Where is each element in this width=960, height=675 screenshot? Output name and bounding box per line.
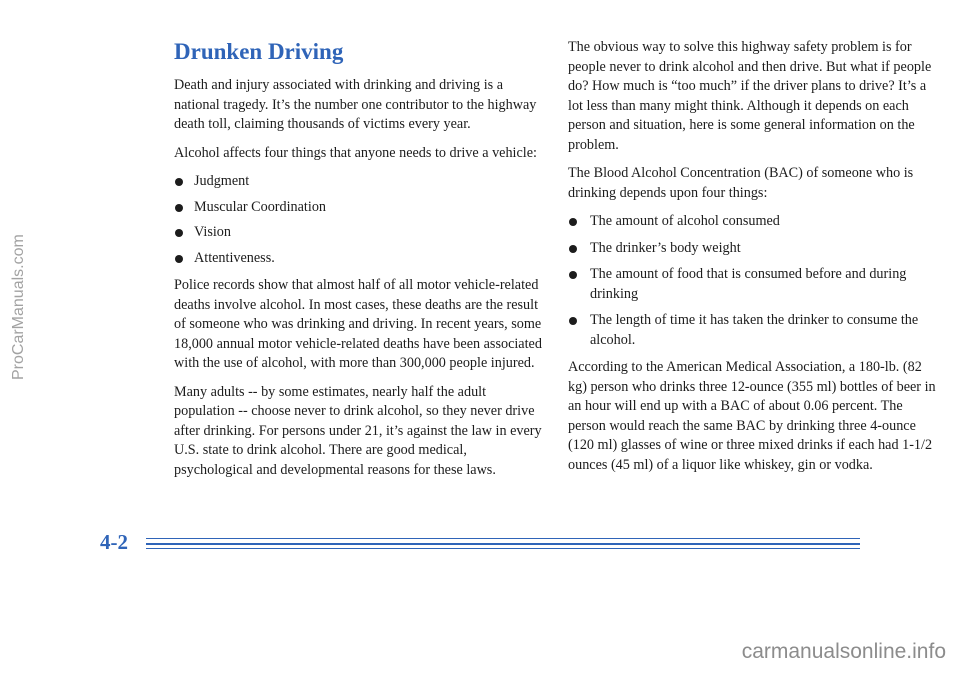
bullet-icon bbox=[569, 317, 577, 325]
bullet-icon bbox=[175, 255, 183, 263]
bac-paragraph: The Blood Alcohol Concentration (BAC) of someone who is drinking depends upon four things: bbox=[568, 165, 914, 201]
bullet-icon bbox=[175, 178, 183, 186]
footer-rule bbox=[146, 548, 860, 549]
list-item: The drinker’s body weight bbox=[568, 239, 940, 259]
footer-rule bbox=[146, 543, 860, 545]
page-footer bbox=[100, 530, 860, 560]
bac-factors-list bbox=[568, 212, 940, 350]
bullet-icon bbox=[569, 245, 577, 253]
site-watermark: carmanualsonline.info bbox=[741, 640, 946, 663]
list-item: The amount of alcohol consumed bbox=[568, 212, 940, 232]
bullet-icon bbox=[569, 218, 577, 226]
vertical-watermark: ProCarManuals.com bbox=[10, 234, 27, 380]
section-title: Drunken Driving bbox=[174, 39, 344, 64]
solution-paragraph: The obvious way to solve this highway safety problem is for people never to drink alcohol and then drive. But what if people do? How much is “too much” if the driver plans to drive? It’s a lot less than many might think. Although it depends on each person and situation, here is some general information on the problem. bbox=[568, 39, 932, 153]
bullet-icon bbox=[569, 271, 577, 279]
list-item: Muscular Coordination bbox=[174, 198, 544, 218]
left-column bbox=[174, 38, 544, 489]
list-item: Attentiveness. bbox=[174, 249, 544, 269]
intro-paragraph: Death and injury associated with drinking and driving is a national tragedy. It’s the number one contributor to the highway death toll, claiming thousands of victims every year. bbox=[174, 77, 537, 132]
list-item: Vision bbox=[174, 223, 544, 243]
footer-rule bbox=[146, 538, 860, 539]
ama-paragraph: According to the American Medical Association, a 180-lb. (82 kg) person who drinks three 12-ounce (355 ml) bottles of beer in an hour will end up with a BAC of about 0.06 percent. The person would reach the same BAC by drinking three 4-ounce (120 ml) glasses of wine or three mixed drinks if each had 1-1/2 ounces (45 ml) of a liquor like whiskey, gin or vodka. bbox=[568, 359, 936, 473]
bullet-icon bbox=[175, 229, 183, 237]
page-number: 4-2 bbox=[100, 530, 128, 554]
affects-paragraph: Alcohol affects four things that anyone needs to drive a vehicle: bbox=[174, 144, 537, 161]
list-item: Judgment bbox=[174, 172, 544, 192]
list-item: The amount of food that is consumed before and during drinking bbox=[568, 265, 940, 304]
bullet-icon bbox=[175, 204, 183, 212]
affects-list bbox=[174, 172, 544, 268]
manual-page bbox=[74, 0, 936, 573]
list-item: The length of time it has taken the drinker to consume the alcohol. bbox=[568, 311, 940, 350]
adults-paragraph: Many adults -- by some estimates, nearly half the adult population -- choose never to drink alcohol, so they never drive after drinking. For persons under 21, it’s against the law in every U.S. state to drink alcohol. There are good medical, psychological and developmental reasons for these laws. bbox=[174, 383, 542, 478]
police-records-paragraph: Police records show that almost half of all motor vehicle-related deaths involve alcohol. In most cases, these deaths are the result of someone who was drinking and driving. In recent years, some 18,000 annual motor vehicle-related deaths have been associated with the use of alcohol, with more than 300,000 people injured. bbox=[174, 277, 542, 371]
right-column bbox=[568, 38, 940, 484]
